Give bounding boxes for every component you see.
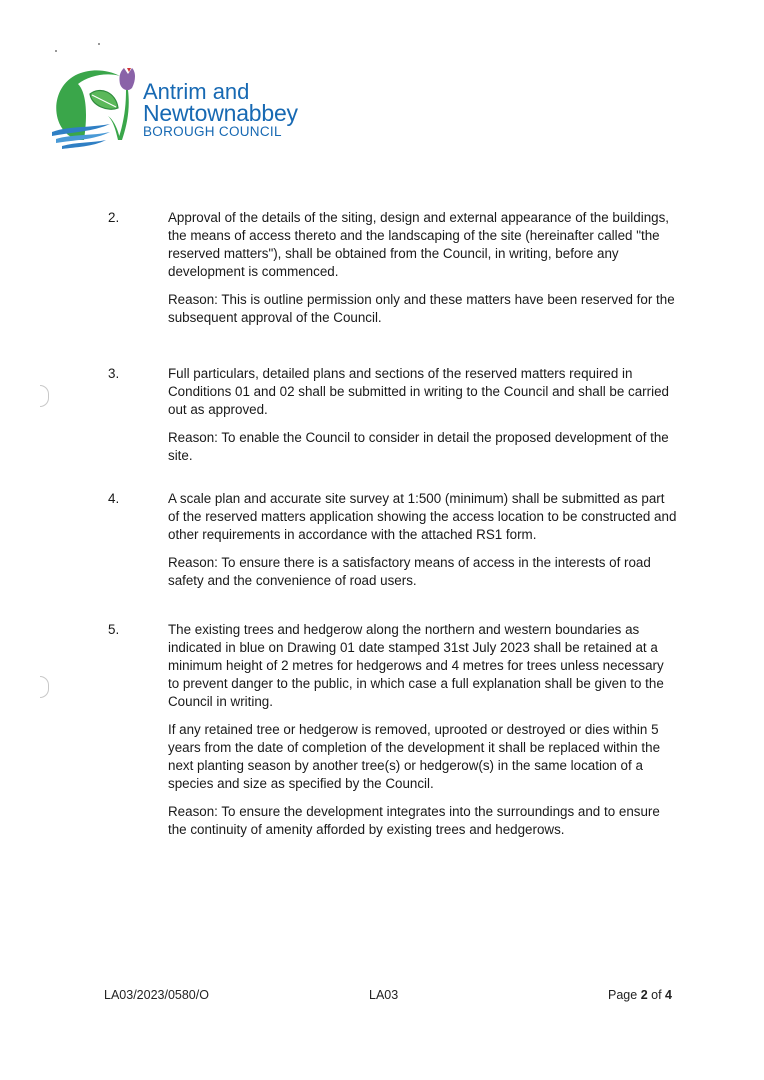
page-of: of	[651, 988, 662, 1002]
condition-number: 5.	[108, 622, 120, 637]
condition-reason: Reason: To ensure there is a satisfactory means of access in the interests of road safety and the convenience of road users.	[168, 555, 651, 588]
hole-punch-mark	[40, 385, 49, 407]
condition-text: A scale plan and accurate site survey at 1:500 (minimum) shall be submitted as part of the reserved matters application showing the access location to be constructed and other requirements in accordance with the attached RS1 form.	[168, 491, 677, 542]
condition-reason: Reason: This is outline permission only and these matters have been reserved for the subsequent approval of the Council.	[168, 292, 675, 325]
condition-4	[108, 490, 678, 600]
condition-number: 4.	[108, 491, 120, 506]
condition-3	[108, 365, 678, 475]
condition-number: 3.	[108, 366, 120, 381]
footer-code: LA03	[369, 988, 399, 1002]
page-current: 2	[640, 988, 648, 1002]
condition-reason: Reason: To enable the Council to consider in detail the proposed development of the site.	[168, 430, 669, 463]
condition-number: 2.	[108, 210, 120, 225]
condition-text: Full particulars, detailed plans and sections of the reserved matters required in Conditions 01 and 02 shall be submitted in writing to the Council and shall be carried out as approved.	[168, 366, 669, 417]
council-logo-icon	[48, 62, 143, 152]
footer-reference: LA03/2023/0580/O	[104, 988, 209, 1002]
condition-2	[108, 209, 678, 337]
logo-name-newtownabbey: Newtownabbey	[143, 100, 298, 126]
condition-5	[108, 621, 678, 849]
footer-page-number	[608, 988, 672, 1002]
page-total: 4	[665, 988, 672, 1002]
condition-text: Approval of the details of the siting, design and external appearance of the buildings, the means of access thereto and the landscaping of the site (hereinafter called "the reserved matters"), shall be obtained from the Council, in writing, before any development is commenced.	[168, 210, 669, 279]
logo-name-and: and	[212, 79, 250, 104]
scan-speck	[55, 50, 57, 52]
condition-text: The existing trees and hedgerow along the northern and western boundaries as indicated in blue on Drawing 01 date stamped 31st July 2023 shall be retained at a minimum height of 2 metres for hedgerows and 4 metres for trees unless necessary to prevent danger to the public, in which case a full explanation shall be given to the Council in writing.	[168, 622, 664, 709]
council-logo	[48, 62, 348, 152]
page-prefix: Page	[608, 988, 638, 1002]
scan-speck	[98, 43, 100, 45]
logo-borough-council: BOROUGH COUNCIL	[143, 124, 282, 139]
logo-name-antrim: Antrim	[143, 79, 207, 104]
condition-reason: Reason: To ensure the development integrates into the surroundings and to ensure the continuity of amenity afforded by existing trees and hedgerows.	[168, 804, 660, 837]
hole-punch-mark	[40, 676, 49, 698]
condition-text-replacement: If any retained tree or hedgerow is removed, uprooted or destroyed or dies within 5 years from the date of completion of the development it shall be replaced within the next planting season by another tree(s) or hedgerow(s) in the same location of a species and size as specified by the Council.	[168, 722, 661, 791]
